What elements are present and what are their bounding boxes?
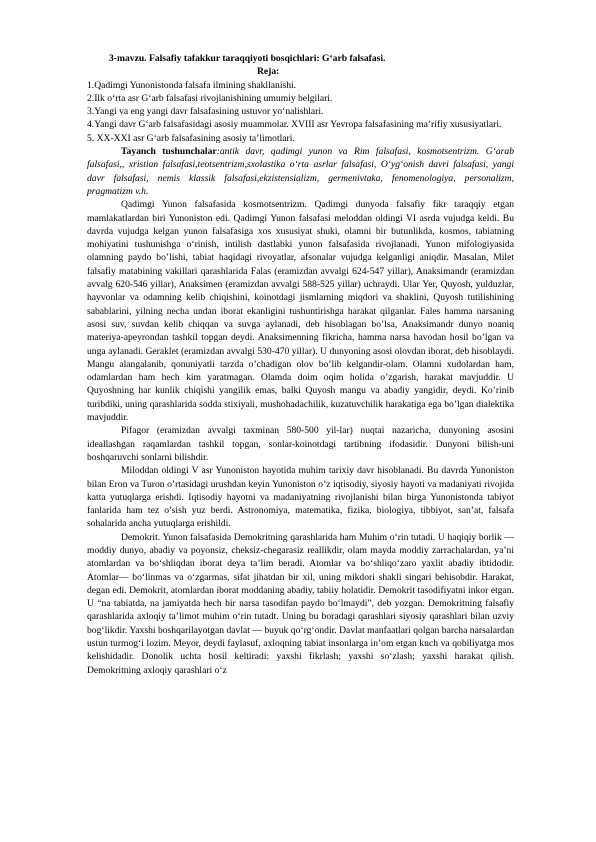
document-page: [87, 52, 514, 677]
plan-heading: Reja:: [257, 66, 280, 78]
topic-title: 3-mavzu. Falsafiy tafakkur taraqqiyoti bosqichlari: G‘arb falsafasi.: [109, 53, 386, 64]
keywords-list: :antik davr, qadimgi yunon va Rim falsafasi, kosmotsentrizm. G‘arab falsafasi,, xristian falsafasi,teotsentrizm,sxolastika o‘rta asrlar falsafasi, O‘yg‘onish davri falsafasi, yangi davr falsafasi, nemis klassik falsafasi,ekzistensializm, germenivtaka, fenomenologiya, personalizm, pragmatizm v.h.: [87, 146, 514, 197]
plan-item: 4.Yangi davr G‘arb falsafasidagi asosiy muammolar. XVIII asr Yevropa falsafasining ma’rifiy xususiyatlari.: [87, 119, 502, 131]
body-paragraph: Qadimgi Yunon falsafasida kosmotsentrizm. Qadimgi dunyoda falsafiy fikr taraqqiy etgan mamlakatlardan biri Yunoniston edi. Qadimgi Yunon falsafasi meloddan oldingi VI asrda vujudga keldi. Bu davrda vujudga kelgan yunon falsafasiga xos xususiyat shuki, olamni bir butunlikda, kosmos, tabiatning mohiyatini tushunishga o‘rinish, intilish dastlabki yunon falsafasida rivojlanadi. Yunon mifologiyasida olamning paydo bo’lishi, tabiat haqidagi rivoyatlar, afsonalar vujudga kelganligi aniqdir. Masalan, Milet falsafiy matabining vakillari qarashlarida Falas (eramizdan avvalgi 624-547 yillar), Anaksimandr (eramizdan avvalg 620-546 yillar), Anaksimen (eramizdan avvalgi 588-525 yillar) uchraydi. Ular Yer, Quyosh, yulduzlar, hayvonlar va odamning kelib chiqishini, koinotdagi jismlarning miqdori va shaklini, Quyosh tutilishining sabablarini, yilning necha undan iborat ekanligini tushuntirishga harakat qilganlar. Fales hamma narsaning asosi suv, suvdan kelib chiqqan va suvga aylanadi, deb hisoblagan bo’lsa, Anaksimandr dunyo noaniq materiya-apeyrondan tashkil topgan deydi. Anaksimenning fikricha, hamma narsa havodan hosil bo’lgan va unga aylanadi. Geraklet (eramizdan avvalgi 530-470 yillar). U dunyoning asosi olovdan iborat, deb hisoblaydi. Mangu alangalanib, qonuniyatli tarzda o’chadigan olov bo’lib kelgandir-olam. Olamni xudolardan ham, odamlardan ham hech kim yaratmagan. Olamda doim oqim holida o’zgarish, harakat mavjuddir. U Quyoshning har kunlik chiqishi yangilik emas, balki Quyosh mangu va abadiy yangidir, deydi. Ko’rinib turibdiki, uning qarashlarida sodda stixiyali, mushohadachilik, kuzatuvchilik harakatiga ega bo’lgan dialektika mavjuddir.: [87, 199, 514, 424]
plan-item: 2.Ilk o‘rta asr G‘arb falsafasi rivojlanishining umumiy belgilari.: [87, 92, 333, 104]
plan-item: 3.Yangi va eng yangi davr falsafasining ustuvor yo‘nalishlari.: [87, 106, 324, 118]
plan-item: 5. XX-XXI asr G‘arb falsafasining asosiy ta’limotlari.: [87, 132, 295, 144]
body-paragraph: Demokrit. Yunon falsafasida Demokritning qarashlarida ham Muhim o‘rin tutadi. U haqiqiy borlik — moddiy dunyo, abadiy va poyonsiz, cheksiz-chegarasiz reallikdir, olam mayda moddiy zarrachalardan, ya’ni atomlardan va bo‘shliqdan iborat deya ta’lim beradi. Atomlar va bo‘shliqo‘zaro yaxlit abadiy ibtidodir. Atomlar— bo‘linmas va o‘zgarmas, sifat jihatdan bir xil, uning mikdori shakli singari behisobdir. Harakat, degan edi. Demokrit, atomlardan iborat moddaning abadiy, tabiiy holatidir. Demokrit tasodifiyatni inkor etgan. U “na tabiatda, na jamiyatda hech bir narsa tasodifan paydo bo‘lmaydi”, deb yozgan. Demokritning falsafiy qarashlarida axloqiy ta’limot muhim o‘rin tutadt. Uning bu boradagi qarashlari siyosiy qarashlari bilan uzviy bog‘likdir. Yaxshi boshqarilayotgan davlat — buyuk qo‘rg‘ondir. Davlat manfaatlari qolgan barcha narsalardan ustun turmog‘i lozim. Meyor, deydi faylasuf, axloqning tabiat insonlarga in’om etgan kuch va qobiliyatga mos kelishidadir. Donolik uchta hosil keltiradi: yaxshi fikrlash; yaxshi so‘zlash; yaxshi harakat qilish. Demokritning axloqiy qarashlari o‘z: [87, 531, 514, 676]
keywords-paragraph: [87, 145, 514, 198]
body-paragraph: Miloddan oldingi V asr Yunoniston hayotida muhim tarixiy davr hisoblanadi. Bu davrda Yunoniston bilan Eron va Turon o’rtasidagi urushdan keyin Yunoniston o’z iqtisodiy, siyosiy hayoti va madaniyati rivojida katta yutuqlarga erishdi. Iqtisodiy hayotni va madaniyatning rivojlanishi bilan birga Yunonistonda tabiyot fanlarida ham tez o’sish yuz berdi. Astronomiya, matematika, fizika, biologiya, tibbiyot, san’at, falsafa sohalarida ancha yutuqlarga erishildi.: [87, 465, 514, 530]
plan-item: 1.Qadimgi Yunonistonda falsafa ilmining shakllanishi.: [87, 79, 297, 91]
body-paragraph: Pifagor (eramizdan avvalgi taxminan 580-500 yil-lar) nuqtai nazaricha, dunyoning asosini ideallashgan raqamlardan tashkil topgan, sonlar-koinotdagi tartibning ifodasidir. Dunyoni bilish-uni boshqaruvchi sonlarni bilishdir.: [87, 425, 514, 463]
keywords-label: Tayanch tushunchalar: [121, 146, 217, 158]
